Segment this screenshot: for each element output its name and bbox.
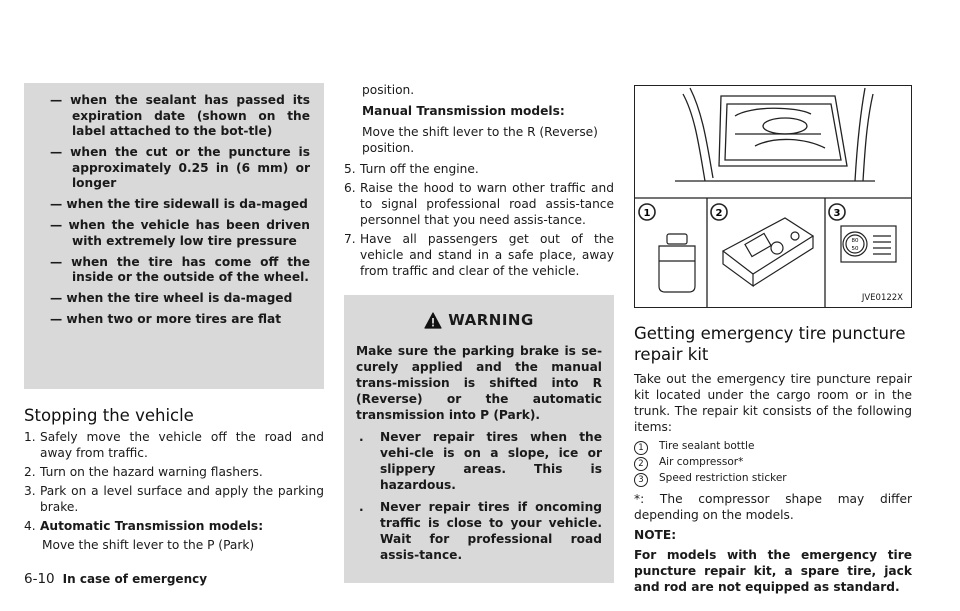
condition-item: — when two or more tires are flat <box>50 312 282 326</box>
number-icon: 1 <box>634 441 648 455</box>
number-icon: 3 <box>634 473 648 487</box>
note-text: For models with the emergency tire puncture repair kit, a spare tire, jack and rod are not equipped as standard. <box>634 548 912 594</box>
step-item: 6. Raise the hood to warn other traffic and to signal professional road assis-tance personnel that you need assis-tance. <box>344 181 614 227</box>
intro-text: Take out the emergency tire puncture repair kit located under the cargo room or in the trunk. The repair kit consists of the following items: <box>634 372 912 434</box>
kit-item: 3 Speed restriction sticker <box>634 471 912 487</box>
svg-text:3: 3 <box>833 208 841 219</box>
manual-label: Manual Transmission models: <box>362 104 565 118</box>
condition-item: — when the vehicle has been driven with extremely low tire pressure <box>50 218 310 248</box>
warning-item: . Never repair tires when the vehi-cle is on a slope, ice or slippery areas. This is hazardous. <box>359 430 602 492</box>
sticker-text: 50 <box>851 246 859 252</box>
step-item: 5. Turn off the engine. <box>344 162 479 176</box>
step-item: 7. Have all passengers get out of the vehicle and stand in a safe place, away from traffic and clear of the vehicle. <box>344 232 614 278</box>
manual-text: Move the shift lever to the R (Reverse) position. <box>362 125 598 155</box>
section-heading-stopping: Stopping the vehicle <box>24 406 194 425</box>
repair-kit-illustration <box>634 85 912 308</box>
step-item: 2. Turn on the hazard warning flashers. <box>24 465 263 479</box>
section-heading-repair-kit: Getting emergency tire puncture repair kit <box>634 324 906 364</box>
page-number: 6-10 <box>24 571 55 587</box>
condition-item: — when the cut or the puncture is approximately 0.25 in (6 mm) or longer <box>50 145 310 190</box>
figure-code: JVE0122X <box>861 293 903 303</box>
condition-item: — when the tire has come off the inside or the outside of the wheel. <box>50 254 310 284</box>
step-item: 1. Safely move the vehicle off the road and away from traffic. <box>24 430 324 460</box>
kit-item: 1 Tire sealant bottle <box>634 439 912 455</box>
condition-item: — when the tire wheel is da-maged <box>50 291 293 305</box>
warning-box <box>344 295 614 583</box>
note-label: NOTE: <box>634 528 677 542</box>
middle-column <box>344 82 614 583</box>
warning-icon <box>424 312 442 329</box>
condition-item: — when the tire sidewall is da-maged <box>50 197 308 211</box>
warning-text: Make sure the parking brake is se-curely applied and the manual trans-mission is shifted into R (Reverse) or the automatic transmission into P (Park). <box>356 344 602 422</box>
section-name: In case of emergency <box>62 572 208 586</box>
right-column <box>634 323 912 599</box>
step-sub-text: Move the shift lever to the P (Park) <box>42 538 255 552</box>
conditions-box <box>24 83 324 389</box>
kit-item: 2 Air compressor* <box>634 455 912 471</box>
step-item: 3. Park on a level surface and apply the parking brake. <box>24 484 324 514</box>
callout-1 <box>639 204 655 220</box>
continued-text: position. <box>362 83 415 97</box>
svg-text:2: 2 <box>715 208 723 219</box>
page-footer <box>24 571 207 587</box>
condition-item: — when the sealant has passed its expiration date (shown on the label attached to the bot-tle) <box>50 93 310 138</box>
footnote: *: The compressor shape may differ depending on the models. <box>634 492 912 522</box>
warning-heading: WARNING <box>356 311 602 329</box>
step-item: 4. Automatic Transmission models: <box>24 519 264 533</box>
kit-items-list <box>634 439 912 487</box>
svg-text:1: 1 <box>643 208 651 219</box>
left-column <box>24 0 324 556</box>
callout-3 <box>829 204 845 220</box>
number-icon: 2 <box>634 457 648 471</box>
warning-item: . Never repair tires if oncoming traffic is close to your vehicle. Wait for professional road assis-tance. <box>359 500 602 562</box>
sticker-text: 80 <box>851 238 859 244</box>
callout-2 <box>711 204 727 220</box>
trunk-illustration <box>635 86 911 307</box>
